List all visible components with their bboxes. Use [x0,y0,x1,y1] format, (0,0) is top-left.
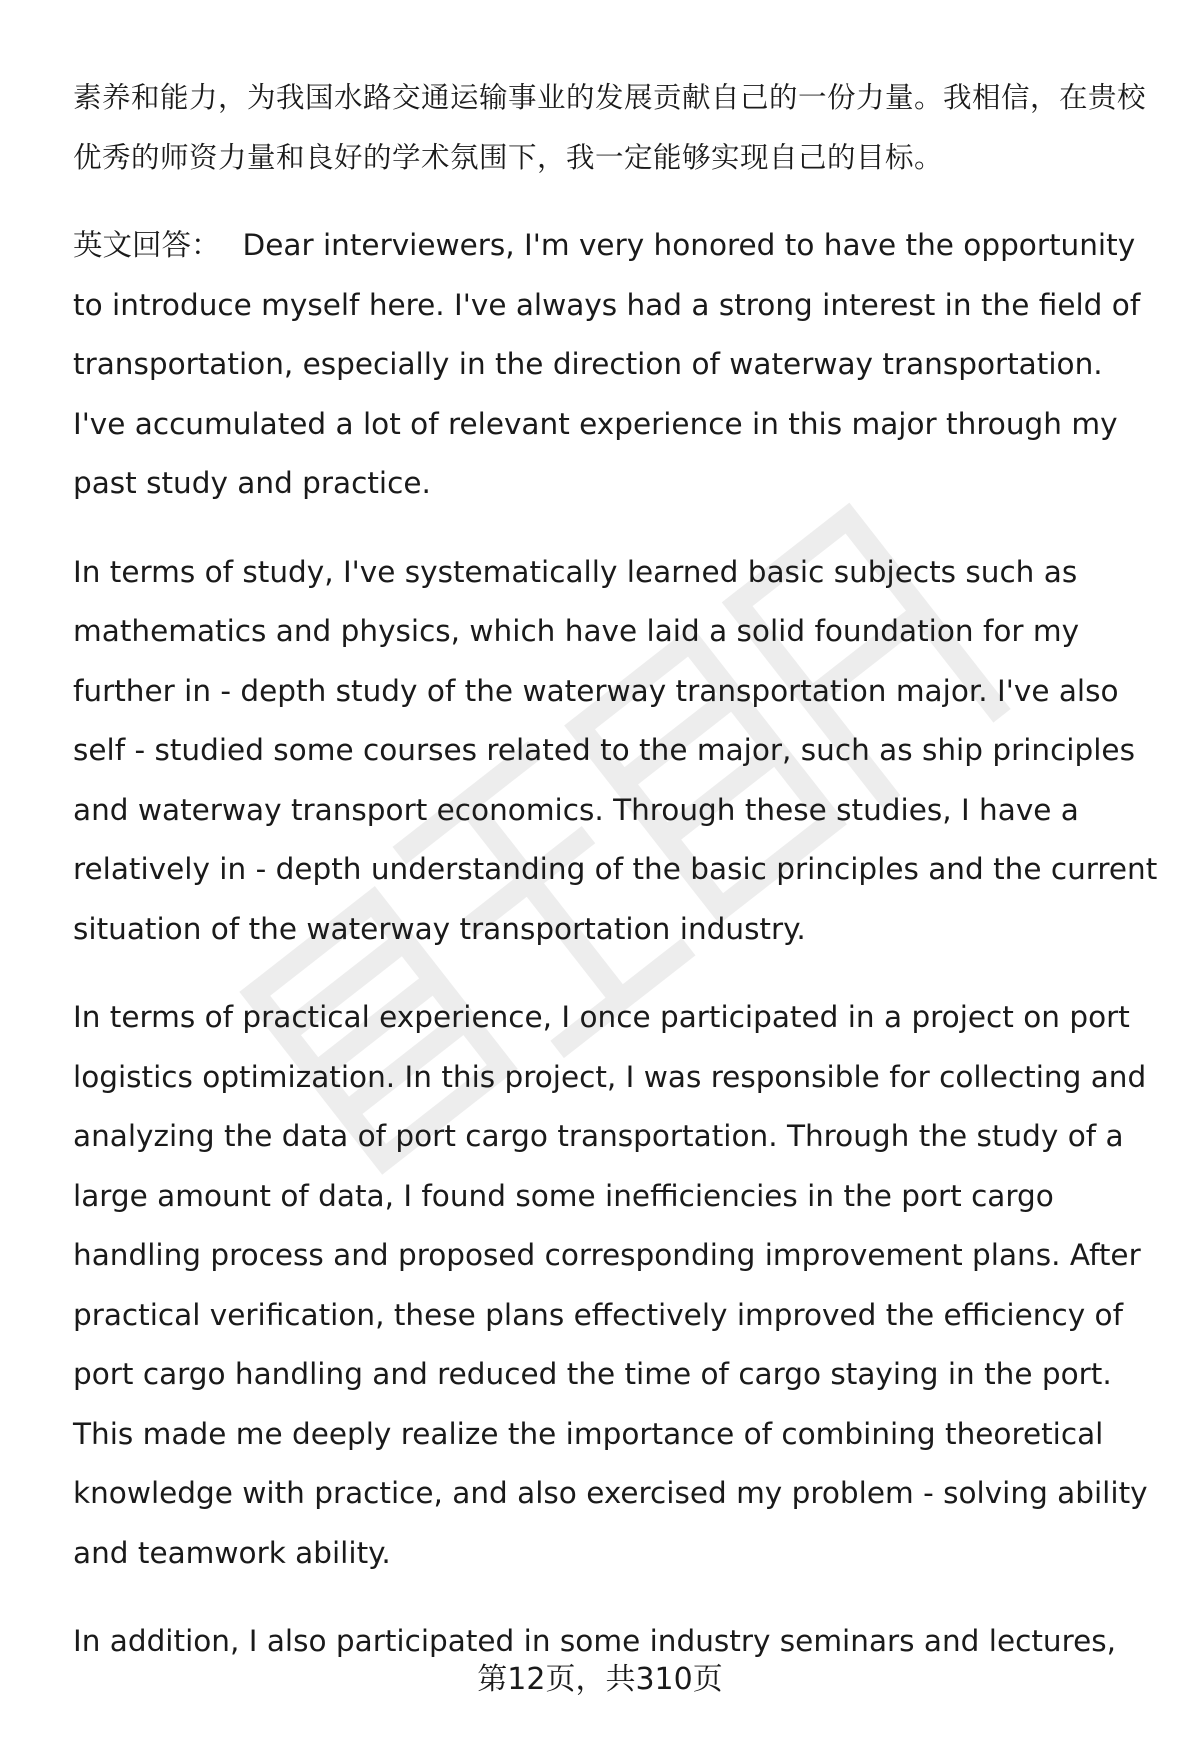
paragraph-chinese-conclusion [73,68,1163,187]
paragraph-text: In terms of practical experience, I once participated in a project on port logistics optimization. In this project, I was responsible for collecting and analyzing the data of port cargo transportation. Through the study of a large amount of data, I found some inefficiencies in the port cargo handling process and proposed corresponding improvement plans. After practical verification, these plans effectively improved the efficiency of port cargo handling and reduced the time of cargo staying in the port. This made me deeply realize the importance of combining theoretical knowledge with practice, and also exercised my problem - solving ability and teamwork ability. [73,1000,1148,1570]
answer-label: 英文回答： [73,228,221,262]
page-number: 第12页，共310页 [477,1662,723,1697]
paragraph-text: 素养和能力，为我国水路交通运输事业的发展贡献自己的一份力量。我相信，在贵校优秀的师资力量和良好的学术氛围下，我一定能够实现自己的目标。 [73,81,1147,174]
paragraph-text: In addition, I also participated in some industry seminars and lectures, [73,1624,1116,1658]
paragraph-text: In terms of study, I've systematically learned basic subjects such as mathematics and physics, which have laid a solid foundation for my further in - depth study of the waterway transportation major. I've also self - studied some courses related to the major, such as ship principles and waterway transport economics. Through these studies, I have a relatively in - depth understanding of the basic principles and the current situation of the waterway transportation industry. [73,554,1158,946]
document-body [73,68,1163,1701]
paragraph-practical-experience [73,988,1163,1583]
paragraph-study [73,543,1163,960]
paragraph-english-intro [73,216,1163,514]
paragraph-text: Dear interviewers, I'm very honored to have the opportunity to introduce myself here. I've always had a strong interest in the field of transportation, especially in the direction of waterway transportation. I've accumulated a lot of relevant experience in this major through my past study and practice. [73,228,1141,500]
